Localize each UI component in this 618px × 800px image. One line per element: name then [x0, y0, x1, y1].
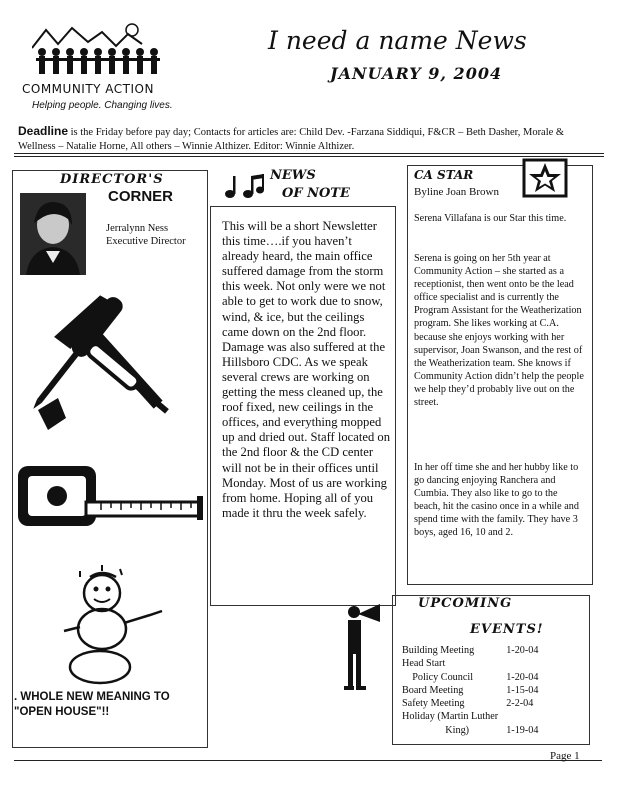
event-date: [498, 710, 538, 723]
event-name: King): [402, 724, 470, 736]
logo-name: COMMUNITY ACTION: [22, 82, 154, 96]
event-name: Holiday (Martin Luther: [402, 711, 499, 723]
director-name: Jerralynn Ness: [106, 223, 169, 234]
news-of-note-body: This will be a short Newsletter this time….if you haven’t already heard, the main office suffered damage from the storm this week. Not only were we not able to get to work due to snow, wind, & ice, but the ceilings came down on the 2nd floor. Damage was also suffered at the Hillsboro CDC. As we speak several crews are working on getting the mess cleaned up, the roof fixed, new ceilings in the offices, and everything mopped up and dried out. Staff located on the 2nd floor & the CD center will not be in their offices until Monday. Most of us are working from home. Hoping all of you made it thru the week safely.: [222, 219, 390, 520]
event-date: 1-15-04: [506, 684, 539, 696]
event-row: [402, 724, 538, 737]
deadline-label: Deadline: [18, 124, 69, 138]
heading-line-1: NEWS: [270, 168, 316, 183]
tape-measure-icon: [16, 462, 206, 537]
event-row: [402, 710, 538, 723]
ca-star-paragraph-3: In her off time she and her hubby like to go dancing enjoying Ranchera and Cumbia. They also like to go to the beach, hit the casino once in a while and spend time with the family. They have 3 boys, aged 16, 10 and 2.: [414, 462, 579, 539]
megaphone-person-icon: [340, 600, 386, 697]
ca-star-heading: CA STAR: [414, 168, 474, 182]
directors-heading: DIRECTOR'S: [60, 172, 164, 187]
caption-line-1: . WHOLE NEW MEANING TO: [14, 691, 170, 703]
event-date: 1-19-04: [506, 724, 539, 736]
community-action-logo: [22, 22, 172, 114]
event-name: Safety Meeting: [402, 698, 465, 710]
events-table: [402, 644, 538, 737]
event-row: [402, 697, 538, 710]
newsletter-title: I need a name News: [268, 26, 527, 55]
ca-star-paragraph-2: Serena is going on her 5th year at Community Action – she started as a receptionist, then went onto be the lead office specialist and is currently the Program Assistant for the Weatherization program. She likes working at C.A. because she enjoys working with her supervisor, Joan Swanson, and the rest of the Weatherization team. She knows if Community Action didn’t help the people we help they’d probably live out on the street.: [414, 253, 584, 409]
snowman-icon: [50, 565, 180, 690]
header-divider: [14, 153, 604, 154]
logo-tagline: Helping people. Changing lives.: [32, 100, 173, 111]
director-info: [106, 222, 186, 248]
event-date: 2-2-04: [506, 698, 534, 710]
event-row: [402, 671, 538, 684]
event-row: [402, 657, 538, 670]
star-icon: [522, 158, 568, 203]
event-date: [498, 657, 538, 670]
open-house-caption: [14, 690, 170, 720]
event-name: Head Start: [402, 658, 446, 670]
event-name: Building Meeting: [402, 645, 475, 656]
deadline-notice: [18, 124, 598, 154]
caption-line-2: "OPEN HOUSE"!!: [14, 706, 110, 718]
events-heading: EVENTS!: [470, 622, 544, 637]
news-of-note-heading: [224, 167, 350, 203]
event-row: [402, 644, 538, 657]
director-photo: [20, 193, 86, 275]
tools-icon: [18, 290, 178, 445]
event-row: [402, 684, 538, 697]
ca-star-byline: Byline Joan Brown: [414, 186, 499, 198]
corner-heading: CORNER: [108, 188, 174, 205]
newsletter-date: JANUARY 9, 2004: [330, 64, 503, 83]
upcoming-heading: UPCOMING: [418, 596, 513, 611]
director-role: Executive Director: [106, 236, 186, 247]
header-divider-2: [14, 156, 604, 157]
heading-line-2: OF NOTE: [282, 186, 350, 201]
community-people-logo-icon: [32, 22, 162, 80]
event-date: 1-20-04: [506, 645, 539, 656]
event-name: Board Meeting: [402, 684, 464, 696]
footer-divider: [14, 760, 602, 761]
event-date: 1-20-04: [506, 671, 539, 683]
deadline-text: is the Friday before pay day; Contacts for articles are: Child Dev. -Farzana Siddiqui, F&CR – Beth Dasher, Morale & Wellness – Natalie Horne, All others – Winnie Althizer. Editor: Winnie Althizer.: [18, 127, 565, 152]
ca-star-paragraph-1: Serena Villafana is our Star this time.: [414, 213, 567, 224]
page-number: Page 1: [550, 750, 580, 762]
event-name: Policy Council: [402, 671, 474, 683]
